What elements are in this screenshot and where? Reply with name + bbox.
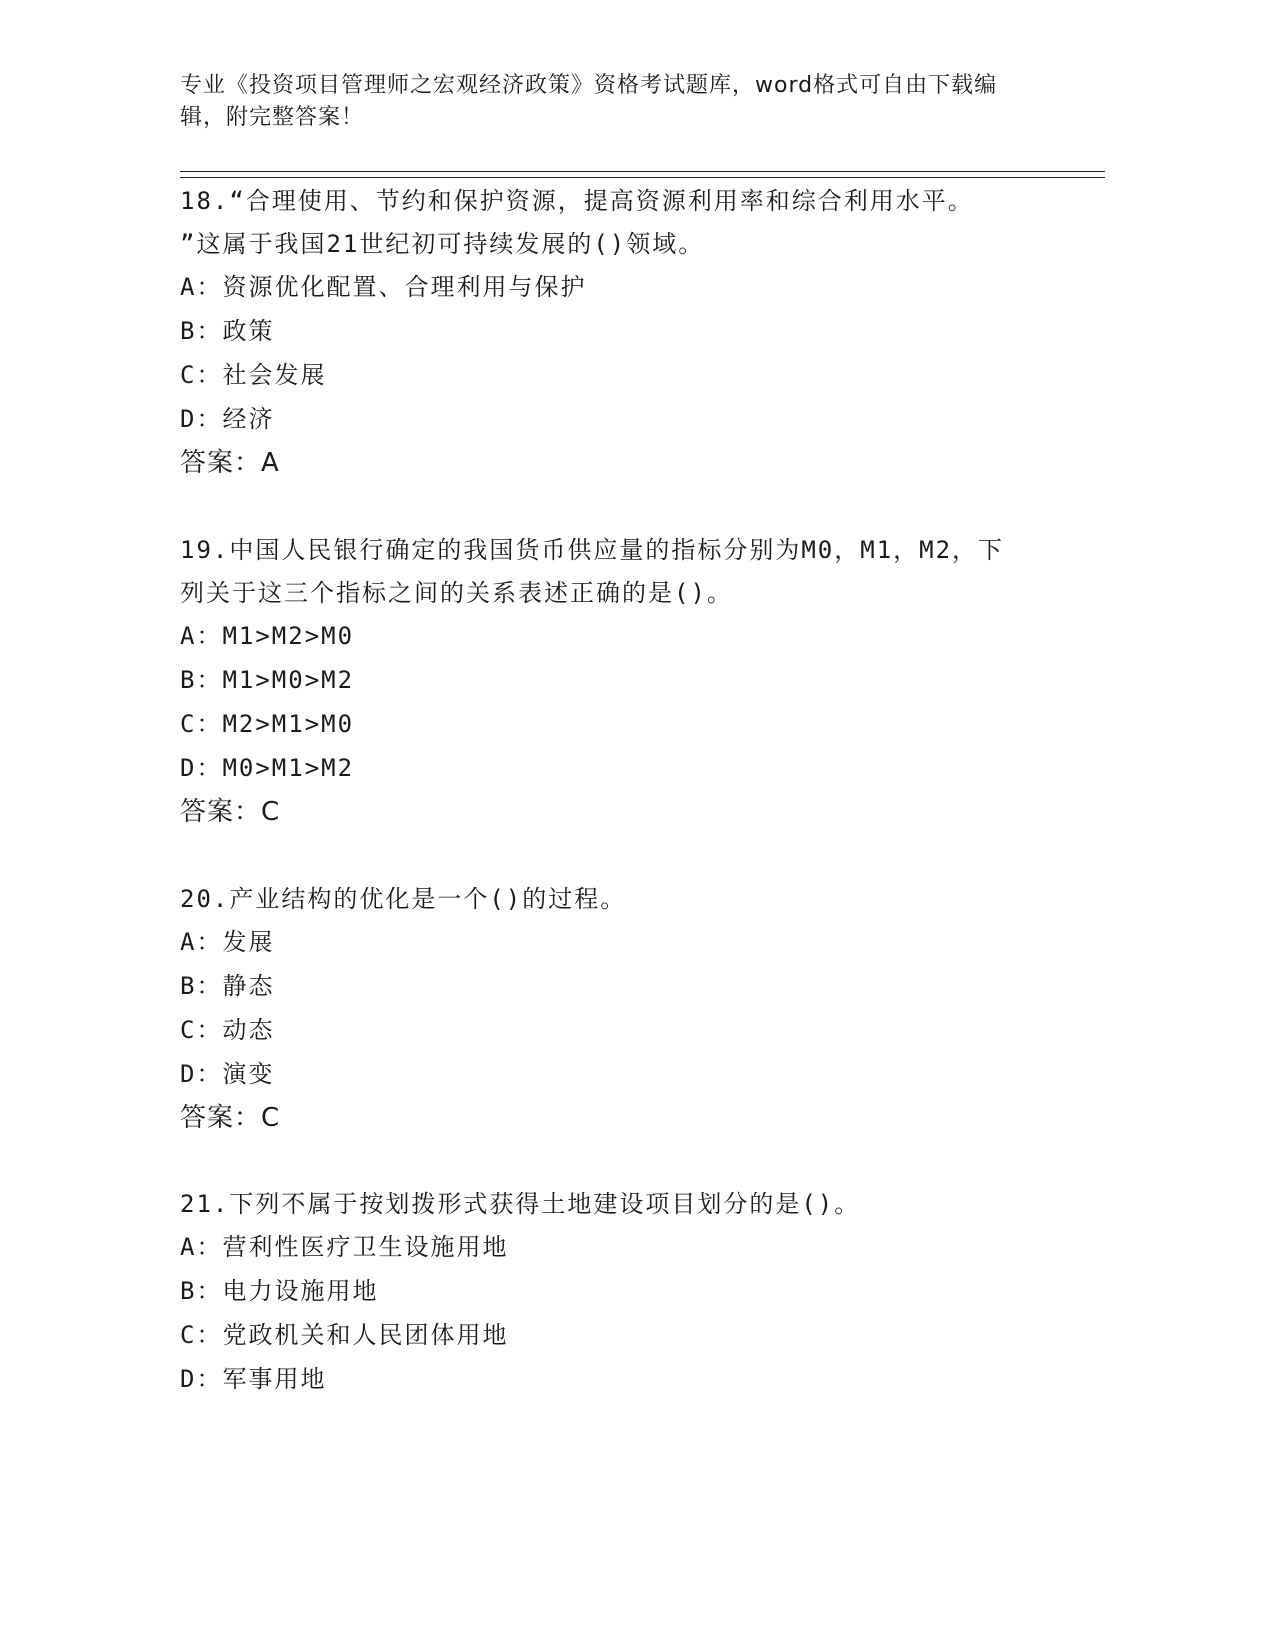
option-d: D：演变: [180, 1060, 275, 1088]
answer: 答案：C: [180, 797, 281, 827]
header-divider-bottom: [180, 177, 1105, 178]
document-header: [180, 70, 1040, 134]
question-stem-cont: 列关于这三个指标之间的关系表述正确的是()。: [180, 579, 733, 607]
question-stem: 18.“合理使用、节约和保护资源，提高资源利用率和综合利用水平。: [180, 187, 974, 215]
option-b: B：电力设施用地: [180, 1277, 379, 1305]
question-stem: 19.中国人民银行确定的我国货币供应量的指标分别为M0，M1，M2，下: [180, 536, 1005, 564]
option-a: A：资源优化配置、合理利用与保护: [180, 273, 587, 301]
option-d: D：经济: [180, 405, 275, 433]
question-19: [180, 529, 1080, 835]
option-c: C：M2>M1>M0: [180, 710, 355, 738]
option-a: A：营利性医疗卫生设施用地: [180, 1233, 509, 1261]
answer: 答案：A: [180, 448, 280, 478]
option-d: D：军事用地: [180, 1365, 327, 1393]
option-b: B：政策: [180, 317, 275, 345]
option-c: C：社会发展: [180, 361, 327, 389]
option-b: B：静态: [180, 972, 275, 1000]
option-b: B：M1>M0>M2: [180, 666, 355, 694]
question-stem-cont: ”这属于我国21世纪初可持续发展的()领域。: [180, 230, 705, 258]
question-21: [180, 1183, 1080, 1402]
option-d: D：M0>M1>M2: [180, 754, 355, 782]
answer: 答案：C: [180, 1103, 281, 1133]
header-line-2: 辑，附完整答案！: [180, 105, 365, 130]
question-18: [180, 180, 1080, 486]
option-c: C：动态: [180, 1016, 275, 1044]
option-a: A：M1>M2>M0: [180, 622, 355, 650]
question-stem: 21.下列不属于按划拨形式获得土地建设项目划分的是()。: [180, 1190, 861, 1218]
header-divider-top: [180, 171, 1105, 172]
option-a: A：发展: [180, 928, 275, 956]
option-c: C：党政机关和人民团体用地: [180, 1321, 509, 1349]
header-line-1: 专业《投资项目管理师之宏观经济政策》资格考试题库，word格式可自由下载编: [180, 73, 998, 98]
question-20: [180, 878, 1080, 1141]
question-stem: 20.产业结构的优化是一个()的过程。: [180, 885, 627, 913]
